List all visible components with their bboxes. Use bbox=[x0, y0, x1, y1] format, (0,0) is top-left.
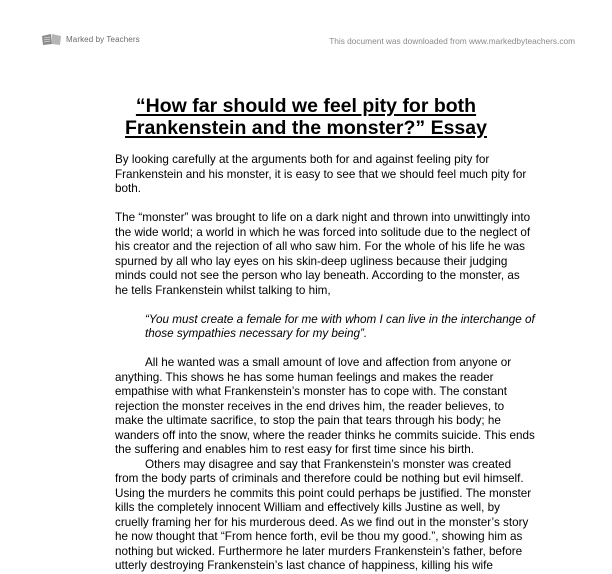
site-logo[interactable] bbox=[41, 33, 140, 46]
marked-by-teachers-logo-icon bbox=[41, 33, 63, 46]
logo-text: Marked by Teachers bbox=[66, 35, 140, 44]
paragraph-intro: By looking carefully at the arguments both for and against feeling pity for Frankenstein and his monster, it is easy to see that we should feel much pity for both. bbox=[115, 153, 527, 195]
document-title bbox=[0, 95, 612, 139]
paragraph-counterargument: Others may disagree and say that Frankenstein’s monster was created from the body parts of criminals and therefore could be nothing but evil himself. Using the murders he commits this point could perhaps be justified. The monster kills the completely innocent William and effectively kills Justine as well, by cruelly framing her for his murderous deed. As we find out in the monster’s story he now thought that “From hence forth, evil be thou my good.”, showing him as nothing but wicked. Furthermore he later murders Frankenstein’s father, before utterly destroying Frankenstein’s last chance of happiness, killing his wife bbox=[115, 457, 532, 572]
essay-body bbox=[115, 153, 535, 574]
paragraph-love-affection: All he wanted was a small amount of love and affection from anyone or anything. This shows he has some human feelings and makes the reader empathise with what Frankenstein’s monster has to cope with. The constant rejection the monster receives in the end drives him, the reader believes, to make the ultimate sacrifice, to stop the pain that tears through his body; he wanders off into the snow, where the reader thinks he commits suicide. This ends the suffering and enables him to rest easy for first time since his birth. bbox=[115, 356, 535, 456]
title-line-2: Frankenstein and the monster?” Essay bbox=[125, 117, 487, 139]
paragraph-monster-birth: The “monster” was brought to life on a dark night and thrown into unwittingly into the wide world; a world in which he was forced into solitude due to the neglect of his creator and the rejection of all who saw him. For the whole of his life he was spurned by all who lay eyes on his skin-deep ugliness because their judging minds could not see the person who lay beneath. According to the monster, as he tells Frankenstein whilst talking to him, bbox=[115, 211, 531, 297]
download-notice[interactable]: This document was downloaded from www.markedbyteachers.com bbox=[329, 36, 575, 46]
quotation: “You must create a female for me with whom I can live in the interchange of those sympathies necessary for my being”. bbox=[145, 312, 535, 340]
page-header bbox=[0, 0, 612, 60]
title-line-1: “How far should we feel pity for both bbox=[135, 95, 477, 117]
